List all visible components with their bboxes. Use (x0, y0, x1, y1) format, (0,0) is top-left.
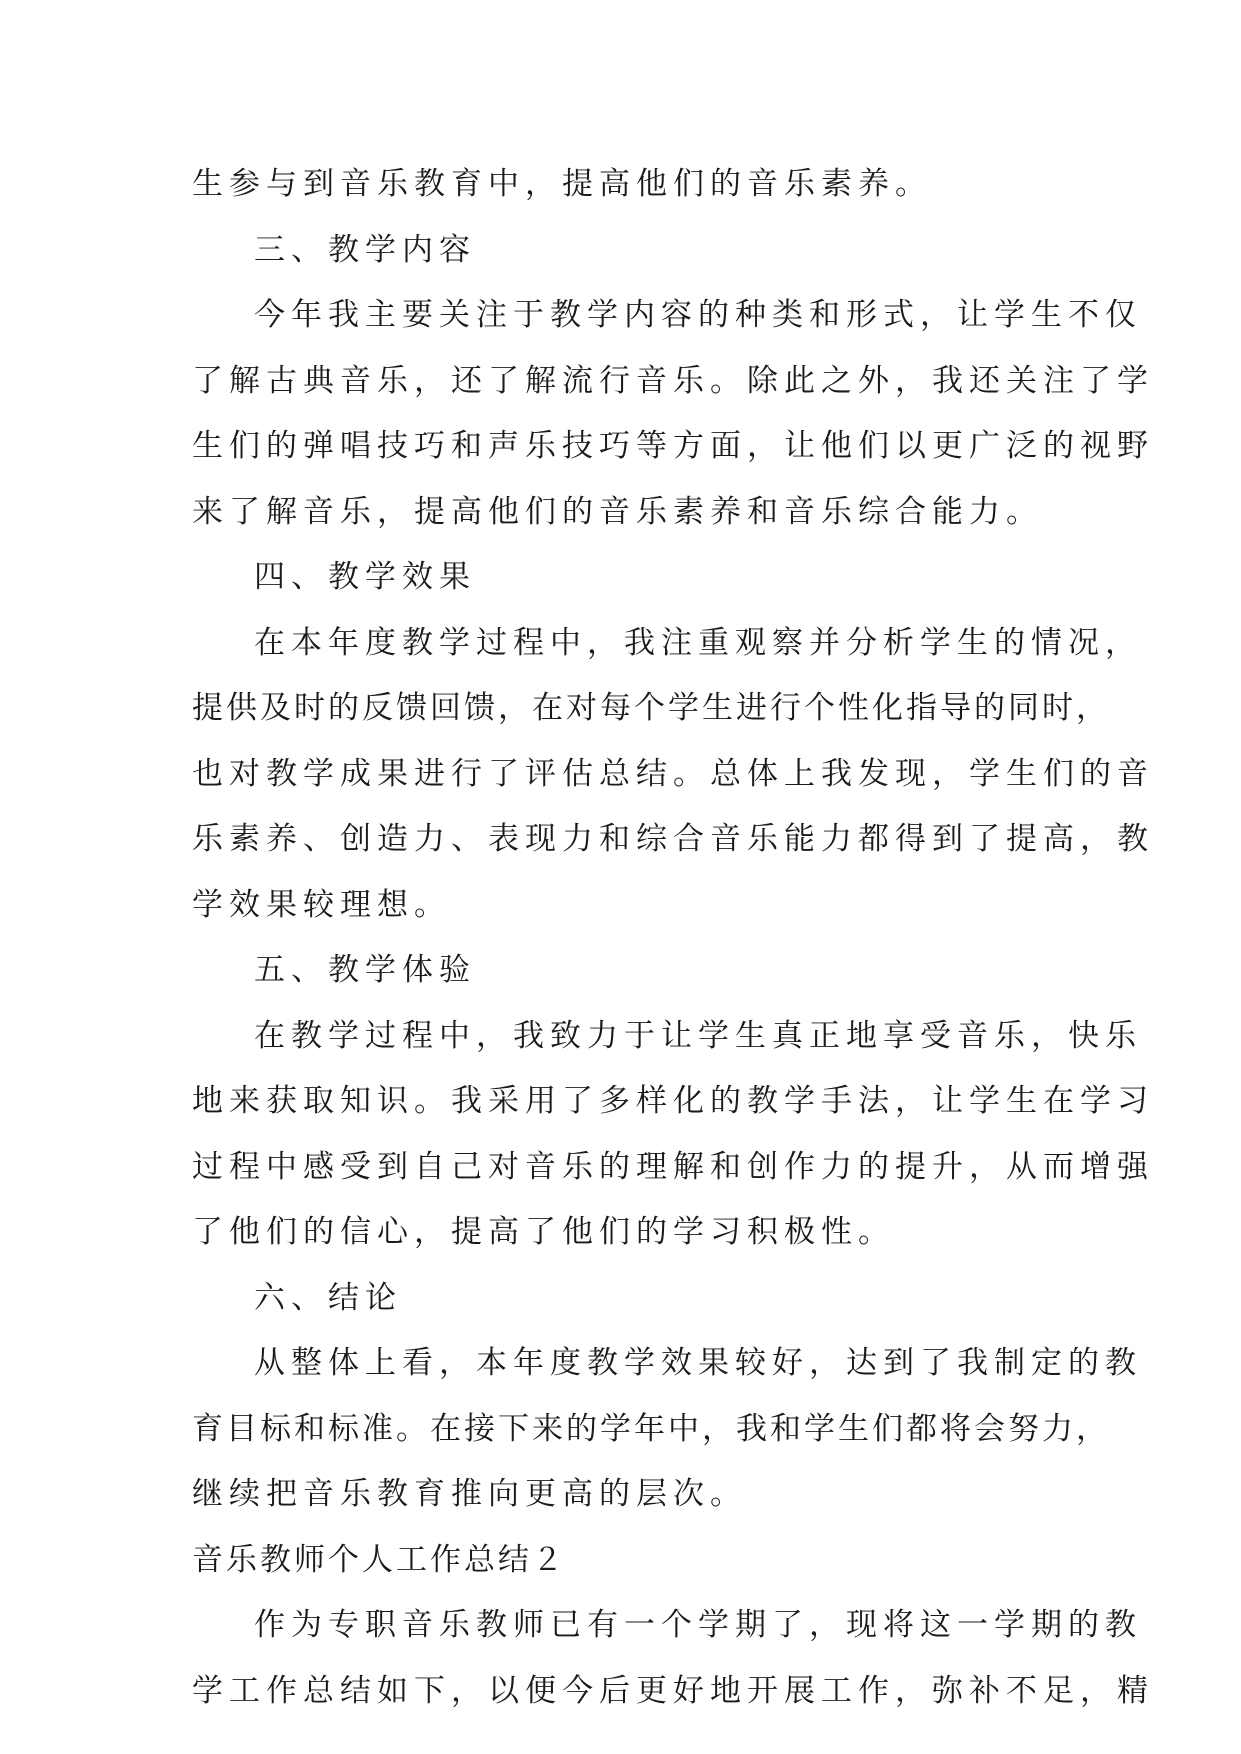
body-line-12: 学效果较理想。 (192, 886, 451, 923)
body-line-20: 育目标和标准。在接下来的学年中，我和学生们都将会努力， (192, 1410, 1110, 1447)
body-line-21: 继续把音乐教育推向更高的层次。 (192, 1476, 747, 1512)
section-heading-3: 三、教学内容 (254, 231, 476, 268)
body-line-6: 来了解音乐，提高他们的音乐素养和音乐综合能力。 (192, 493, 1043, 530)
body-line-17: 了他们的信心，提高了他们的学习积极性。 (192, 1214, 895, 1250)
body-line-5: 生们的弹唱技巧和声乐技巧等方面，让他们以更广泛的视野 (192, 428, 1154, 464)
body-line-16: 过程中感受到自己对音乐的理解和创作力的提升，从而增强 (192, 1148, 1154, 1185)
body-line-15: 地来获取知识。我采用了多样化的教学手法，让学生在学习 (192, 1083, 1154, 1119)
document-body (192, 152, 1154, 1724)
body-line-1: 生参与到音乐教育中，提高他们的音乐素养。 (192, 166, 932, 202)
body-line-11: 乐素养、创造力、表现力和综合音乐能力都得到了提高，教 (192, 821, 1154, 857)
section-heading-4: 四、教学效果 (254, 559, 476, 595)
document-section-title: 音乐教师个人工作总结２ (192, 1541, 566, 1578)
body-line-14: 在教学过程中，我致力于让学生真正地享受音乐，快乐 (254, 1017, 1142, 1054)
body-line-24: 学工作总结如下，以便今后更好地开展工作，弥补不足，精 (192, 1672, 1154, 1709)
body-line-19: 从整体上看，本年度教学效果较好，达到了我制定的教 (254, 1345, 1142, 1381)
section-heading-5: 五、教学体验 (254, 952, 476, 988)
section-heading-6: 六、结论 (254, 1279, 402, 1316)
body-line-9: 提供及时的反馈回馈，在对每个学生进行个性化指导的同时， (192, 690, 1110, 726)
body-line-10: 也对教学成果进行了评估总结。总体上我发现，学生们的音 (192, 755, 1154, 792)
body-line-8: 在本年度教学过程中，我注重观察并分析学生的情况， (254, 624, 1142, 661)
body-line-4: 了解古典音乐，还了解流行音乐。除此之外，我还关注了学 (192, 362, 1154, 399)
body-line-23: 作为专职音乐教师已有一个学期了，现将这一学期的教 (254, 1607, 1142, 1643)
body-line-3: 今年我主要关注于教学内容的种类和形式，让学生不仅 (254, 297, 1142, 333)
